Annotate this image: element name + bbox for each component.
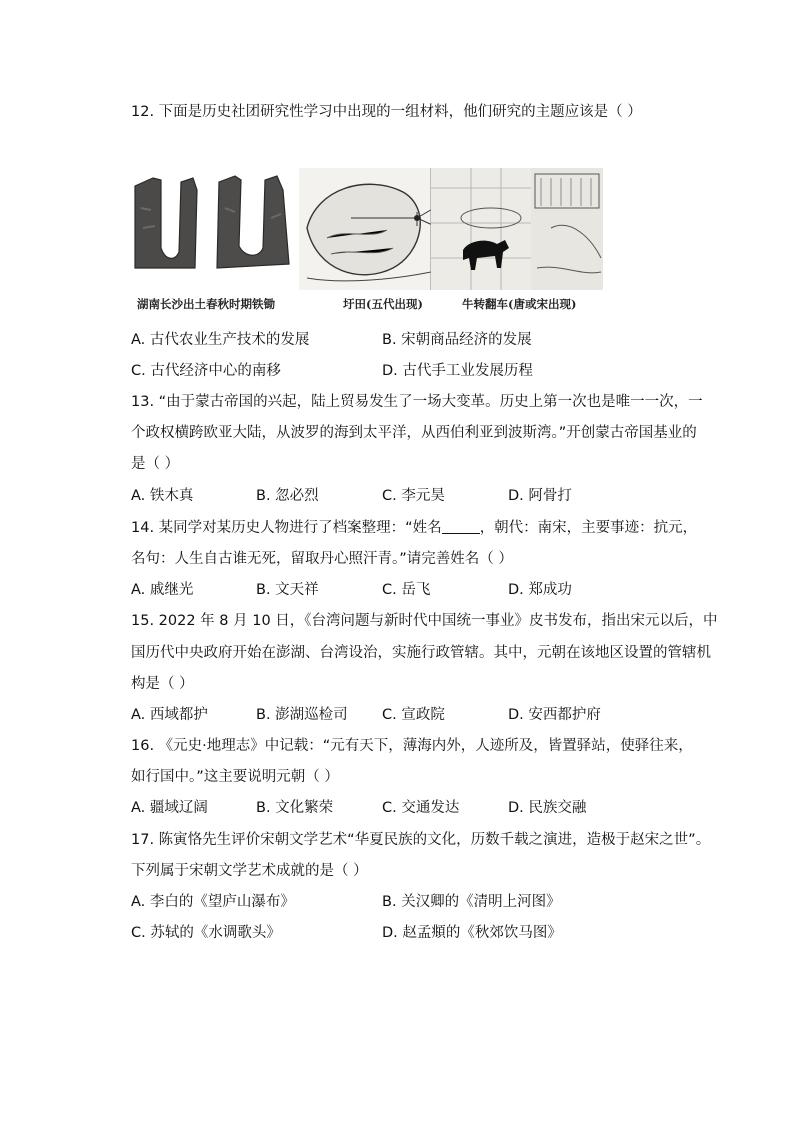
q14-stem-line-2: 名句：人生自古谁无死，留取丹心照汗青。”请完善姓名（ ） <box>131 551 513 567</box>
q12-option-a[interactable]: A. 古代农业生产技术的发展 <box>131 332 310 348</box>
q14-option-b[interactable]: B. 文天祥 <box>256 582 319 598</box>
q14-option-c[interactable]: C. 岳飞 <box>382 582 431 598</box>
q17-option-a[interactable]: A. 李白的《望庐山瀑布》 <box>131 894 295 910</box>
q13-option-d[interactable]: D. 阿骨打 <box>508 488 572 504</box>
q14-stem-part-2: ，朝代：南宋，主要事迹：抗元， <box>479 520 698 536</box>
q13-option-b[interactable]: B. 忽必烈 <box>256 488 319 504</box>
q14-stem-line-1 <box>131 518 697 538</box>
q14-option-a[interactable]: A. 戚继光 <box>131 582 194 598</box>
q17-stem-line-2: 下列属于宋朝文学艺术成就的是（ ） <box>131 863 368 879</box>
q14-name-blank <box>442 519 480 534</box>
q17-stem-line-1: 17. 陈寅恪先生评价宋朝文学艺术“华夏民族的文化，历数千载之演进，造极于赵宋之世”。 <box>131 832 711 848</box>
q17-option-d[interactable]: D. 赵孟頫的《秋郊饮马图》 <box>382 925 562 941</box>
q16-option-b[interactable]: B. 文化繁荣 <box>256 800 334 816</box>
q14-stem-part-1: 14. 某同学对某历史人物进行了档案整理：“姓名 <box>131 520 442 536</box>
q13-stem-line-2: 个政权横跨欧亚大陆，从波罗的海到太平洋，从西伯利亚到波斯湾。”开创蒙古帝国基业的 <box>131 425 697 441</box>
q17-option-b[interactable]: B. 关汉卿的《清明上河图》 <box>382 894 561 910</box>
q15-stem-line-2: 国历代中央政府开始在澎湖、台湾设治，实施行政管辖。其中，元朝在该地区设置的管辖机 <box>131 645 711 661</box>
q16-option-a[interactable]: A. 疆域辽阔 <box>131 800 208 816</box>
q13-option-c[interactable]: C. 李元昊 <box>382 488 445 504</box>
q15-option-b[interactable]: B. 澎湖巡检司 <box>256 707 348 723</box>
q12-stem: 12. 下面是历史社团研究性学习中出现的一组材料，他们研究的主题应该是（ ） <box>131 104 642 120</box>
q16-stem-line-1: 16. 《元史·地理志》中记载：“元有天下，薄海内外，人迹所及，皆置驿站，使驿往来， <box>131 738 693 754</box>
q15-stem-line-3: 构是（ ） <box>131 676 194 692</box>
q12-caption-polder: 圩田(五代出现) <box>343 297 423 311</box>
q13-option-a[interactable]: A. 铁木真 <box>131 488 194 504</box>
q12-option-d[interactable]: D. 古代手工业发展历程 <box>382 363 533 379</box>
q12-figure <box>131 168 603 290</box>
q12-option-b[interactable]: B. 宋朝商品经济的发展 <box>382 332 532 348</box>
iron-hoe-image <box>135 176 289 268</box>
q13-stem-line-3: 是（ ） <box>131 456 180 472</box>
q12-figure-image <box>131 168 603 290</box>
q15-option-d[interactable]: D. 安西都护府 <box>508 707 601 723</box>
q14-option-d[interactable]: D. 郑成功 <box>508 582 572 598</box>
q16-option-c[interactable]: C. 交通发达 <box>382 800 460 816</box>
q13-stem-line-1: 13. “由于蒙古帝国的兴起，陆上贸易发生了一场大变革。历史上第一次也是唯一一次，一 <box>131 394 703 410</box>
q12-option-c[interactable]: C. 古代经济中心的南移 <box>131 363 281 379</box>
q15-option-c[interactable]: C. 宣政院 <box>382 707 445 723</box>
q16-stem-line-2: 如行国中。”这主要说明元朝（ ） <box>131 769 339 785</box>
q15-stem-line-1: 15. 2022 年 8 月 10 日，《台湾问题与新时代中国统一事业》皮书发布，指出宋元以后，中 <box>131 613 718 629</box>
q15-option-a[interactable]: A. 西域都护 <box>131 707 208 723</box>
q17-option-c[interactable]: C. 苏轼的《水调歌头》 <box>131 925 281 941</box>
q12-caption-hoe: 湖南长沙出土春秋时期铁锄 <box>137 297 275 311</box>
q16-option-d[interactable]: D. 民族交融 <box>508 800 587 816</box>
q12-caption-waterwheel: 牛转翻车(唐或宋出现) <box>462 297 577 311</box>
